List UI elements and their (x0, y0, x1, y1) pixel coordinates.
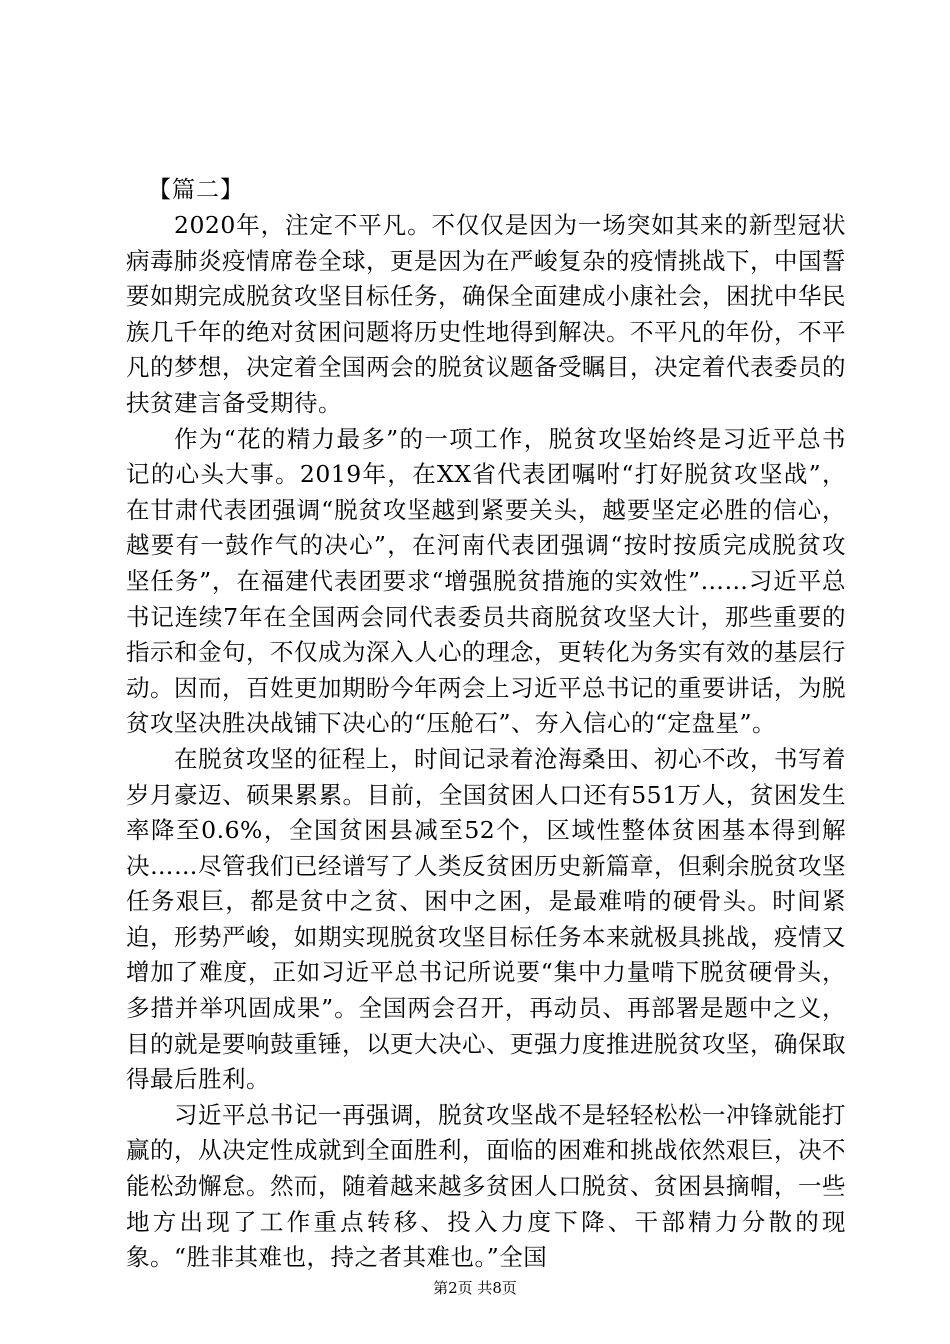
paragraph-1: 2020年，注定不平凡。不仅仅是因为一场突如其来的新型冠状病毒肺炎疫情席卷全球，更是因为在严峻复杂的疫情挑战下，中国誓要如期完成脱贫攻坚目标任务，确保全面建成小康社会，困扰中华民族几千年的绝对贫困问题将历史性地得到解决。不平凡的年份，不平凡的梦想，决定着全国两会的脱贫议题备受瞩目，决定着代表委员的扶贫建言备受期待。 (126, 211, 846, 417)
page-footer: 第2页 共8页 (433, 1279, 517, 1297)
paragraph-4: 习近平总书记一再强调，脱贫攻坚战不是轻轻松松一冲锋就能打赢的，从决定性成就到全面胜利，面临的困难和挑战依然艰巨，决不能松劲懈怠。然而，随着越来越多贫困人口脱贫、贫困县摘帽，一些地方出现了工作重点转移、投入力度下降、干部精力分散的现象。“胜非其难也，持之者其难也。”全国 (126, 1100, 846, 1272)
paragraph-3: 在脱贫攻坚的征程上，时间记录着沧海桑田、初心不改，书写着岁月豪迈、硕果累累。目前，全国贫困人口还有551万人，贫困发生率降至0.6%，全国贫困县减至52个，区域性整体贫困基本得到解决……尽管我们已经谱写了人类反贫困历史新篇章，但剩余脱贫攻坚任务艰巨，都是贫中之贫、困中之困，是最难啃的硬骨头。时间紧迫，形势严峻，如期实现脱贫攻坚目标任务本来就极具挑战，疫情又增加了难度，正如习近平总书记所说要“集中力量啃下脱贫硬骨头，多措并举巩固成果”。全国两会召开，再动员、再部署是题中之义，目的就是要响鼓重锤，以更大决心、更强力度推进脱贫攻坚，确保取得最后胜利。 (126, 744, 846, 1094)
paragraph-2: 作为“花的精力最多”的一项工作，脱贫攻坚始终是习近平总书记的心头大事。2019年，在XX省代表团嘱咐“打好脱贫攻坚战”，在甘肃代表团强调“脱贫攻坚越到紧要关头，越要坚定必胜的信心，越要有一鼓作气的决心”，在河南代表团强调“按时按质完成脱贫攻坚任务”，在福建代表团要求“增强脱贫措施的实效性”……习近平总书记连续7年在全国两会同代表委员共商脱贫攻坚大计，那些重要的指示和金句，不仅成为深入人心的理念，更转化为务实有效的基层行动。因而，百姓更加期盼今年两会上习近平总书记的重要讲话，为脱贫攻坚决胜决战铺下决心的“压舱石”、夯入信心的“定盘星”。 (126, 424, 846, 738)
document-body (126, 172, 846, 1276)
section-heading: 【篇二】 (148, 177, 244, 203)
